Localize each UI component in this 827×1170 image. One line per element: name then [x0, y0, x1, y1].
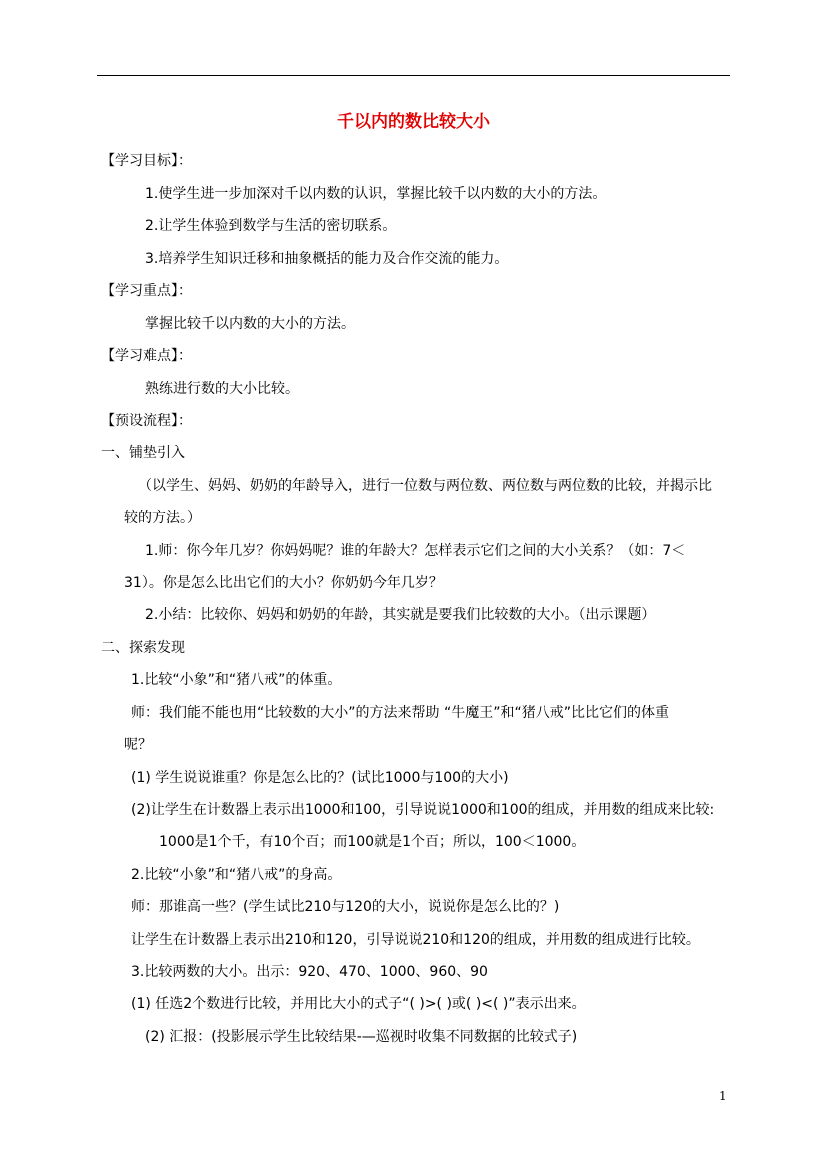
objective-3: 3.培养学生知识迁移和抽象概括的能力及合作交流的能力。: [145, 251, 509, 267]
paragraph-line: 31）。你是怎么比出它们的大小？你奶奶今年几岁？: [124, 575, 443, 591]
paragraph-line: 1.比较“小象”和“猪八戒”的体重。: [131, 672, 342, 688]
paragraph-line: (1) 任选2个数进行比较，并用比大小的式子“( )>( )或( )<( )”表示出来。: [131, 996, 586, 1012]
paragraph-line: 1000是1个千，有10个百；而100就是1个百；所以，100＜1000。: [159, 834, 586, 850]
paragraph-line: 2.比较“小象”和“猪八戒”的身高。: [131, 867, 342, 883]
paragraph-line: 呢？: [124, 737, 152, 753]
paragraph-line: (2)让学生在计数器上表示出1000和100，引导说说1000和100的组成，并用数的组成来比较:: [131, 802, 715, 818]
key-point-text: 掌握比较千以内数的大小的方法。: [145, 316, 355, 332]
page-number: 1: [719, 1089, 727, 1103]
heading-objectives: 【学习目标】：: [101, 153, 192, 169]
paragraph-line: 2.小结：比较你、妈妈和奶奶的年龄，其实就是要我们比较数的大小。（出示课题）: [145, 607, 656, 623]
difficulty-text: 熟练进行数的大小比较。: [145, 381, 299, 397]
section-2-heading: 二、探索发现: [101, 640, 185, 656]
objective-1: 1.使学生进一步加深对千以内数的认识，掌握比较千以内数的大小的方法。: [145, 186, 607, 202]
objective-2: 2.让学生体验到数学与生活的密切联系。: [145, 218, 397, 234]
paragraph-line: 师：那谁高一些？(学生试比210与120的大小，说说你是怎么比的？): [131, 899, 560, 915]
document-title: 千以内的数比较大小: [337, 112, 490, 132]
heading-key-points: 【学习重点】：: [101, 283, 192, 299]
paragraph-line: 1.师：你今年几岁？你妈妈呢？谁的年龄大？怎样表示它们之间的大小关系？（如：7＜: [145, 543, 686, 559]
paragraph-line: (1) 学生说说谁重？你是怎么比的？(试比1000与100的大小): [131, 770, 509, 786]
heading-difficulties: 【学习难点】：: [101, 348, 192, 364]
paragraph-line: 让学生在计数器上表示出210和120，引导说说210和120的组成，并用数的组成进行比较。: [131, 932, 700, 948]
heading-process: 【预设流程】：: [101, 413, 192, 429]
paragraph-line: (2) 汇报：(投影展示学生比较结果-—巡视时收集不同数据的比较式子): [145, 1029, 578, 1045]
paragraph-line: 师：我们能不能也用“比较数的大小”的方法来帮助 “牛魔王”和“猪八戒”比比它们的体重: [131, 705, 669, 721]
header-rule: [97, 75, 730, 76]
paragraph-line: （以学生、妈妈、奶奶的年龄导入，进行一位数与两位数、两位数与两位数的比较，并揭示比: [138, 478, 712, 494]
paragraph-line: 3.比较两数的大小。出示：920、470、1000、960、90: [131, 964, 488, 980]
paragraph-line: 较的方法。）: [124, 510, 201, 526]
section-1-heading: 一、铺垫引入: [101, 445, 185, 461]
